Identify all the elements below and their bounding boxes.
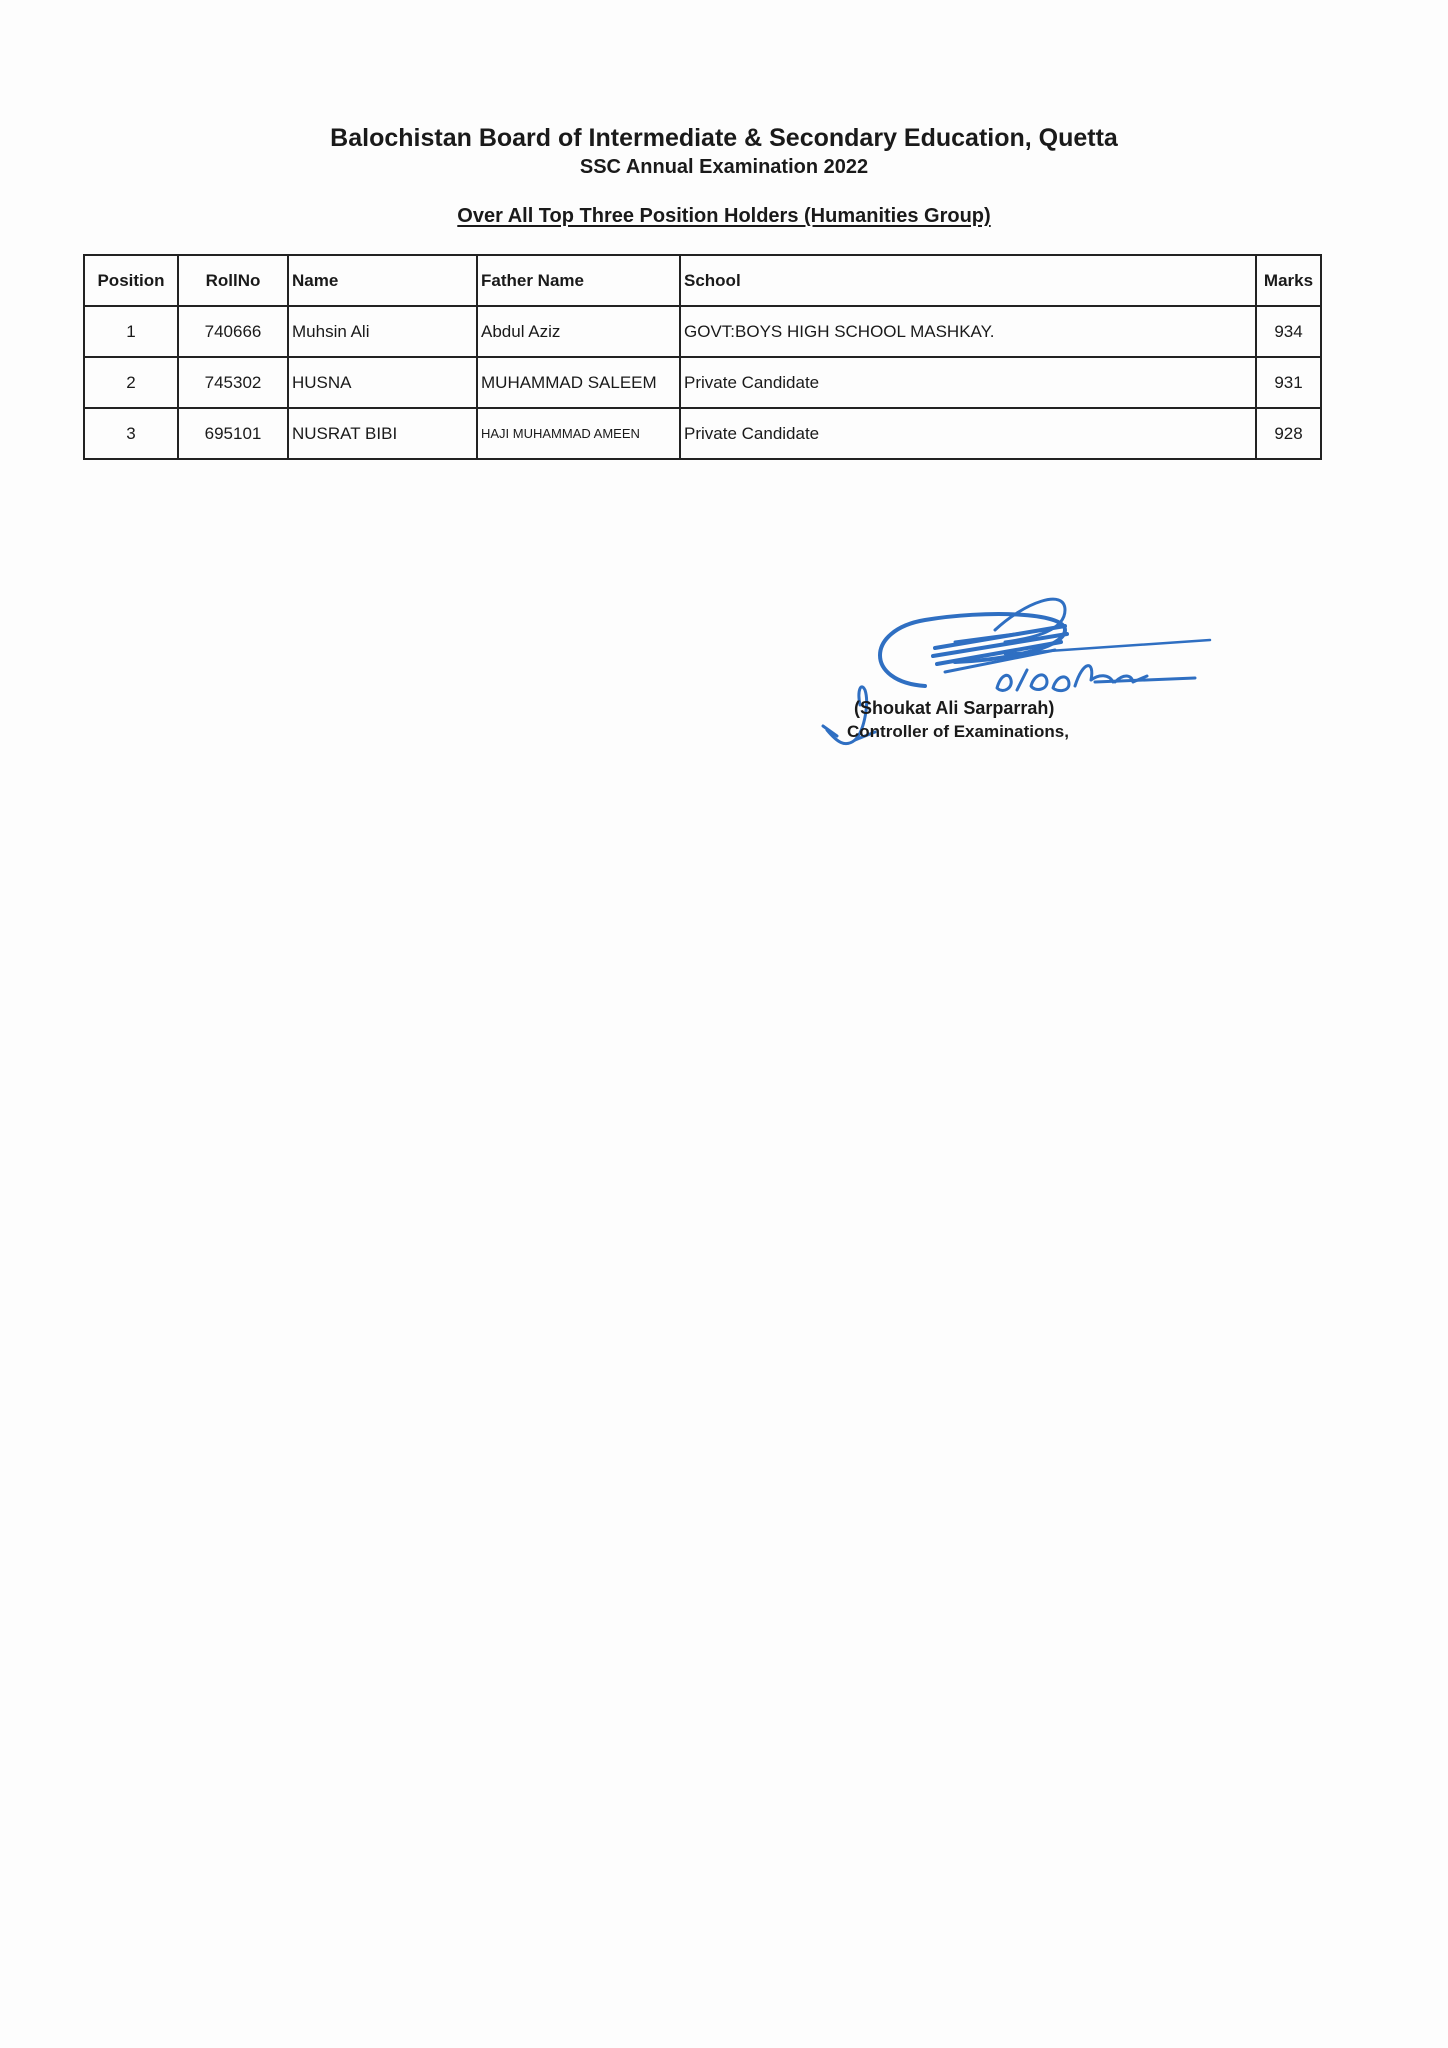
column-header-rollno: RollNo — [178, 255, 288, 306]
column-header-school: School — [680, 255, 1256, 306]
cell-marks: 928 — [1256, 408, 1321, 459]
signatory-name: (Shoukat Ali Sarparrah) — [854, 698, 1055, 718]
cell-rollno: 740666 — [178, 306, 288, 357]
signatory-title: Controller of Examinations, — [847, 722, 1069, 741]
cell-rollno: 745302 — [178, 357, 288, 408]
cell-marks: 934 — [1256, 306, 1321, 357]
cell-father-name: Abdul Aziz — [477, 306, 680, 357]
cell-name: NUSRAT BIBI — [288, 408, 477, 459]
table-row — [84, 357, 1321, 408]
cell-position: 1 — [84, 306, 178, 357]
cell-school: Private Candidate — [680, 357, 1256, 408]
position-holders-table — [83, 254, 1322, 460]
column-header-position: Position — [84, 255, 178, 306]
board-title: Balochistan Board of Intermediate & Secondary Education, Quetta — [330, 124, 1118, 152]
cell-school: Private Candidate — [680, 408, 1256, 459]
cell-marks: 931 — [1256, 357, 1321, 408]
cell-name: HUSNA — [288, 357, 477, 408]
column-header-father-name: Father Name — [477, 255, 680, 306]
cell-school: GOVT:BOYS HIGH SCHOOL MASHKAY. — [680, 306, 1256, 357]
exam-title: SSC Annual Examination 2022 — [579, 156, 869, 178]
cell-father-name: MUHAMMAD SALEEM — [477, 357, 680, 408]
cell-rollno: 695101 — [178, 408, 288, 459]
table-header-row — [84, 255, 1321, 306]
cell-name: Muhsin Ali — [288, 306, 477, 357]
cell-position: 2 — [84, 357, 178, 408]
cell-father-name: HAJI MUHAMMAD AMEEN — [477, 408, 680, 459]
cell-position: 3 — [84, 408, 178, 459]
table-row — [84, 408, 1321, 459]
list-title: Over All Top Three Position Holders (Humanities Group) — [457, 205, 991, 227]
table-row — [84, 306, 1321, 357]
column-header-marks: Marks — [1256, 255, 1321, 306]
column-header-name: Name — [288, 255, 477, 306]
